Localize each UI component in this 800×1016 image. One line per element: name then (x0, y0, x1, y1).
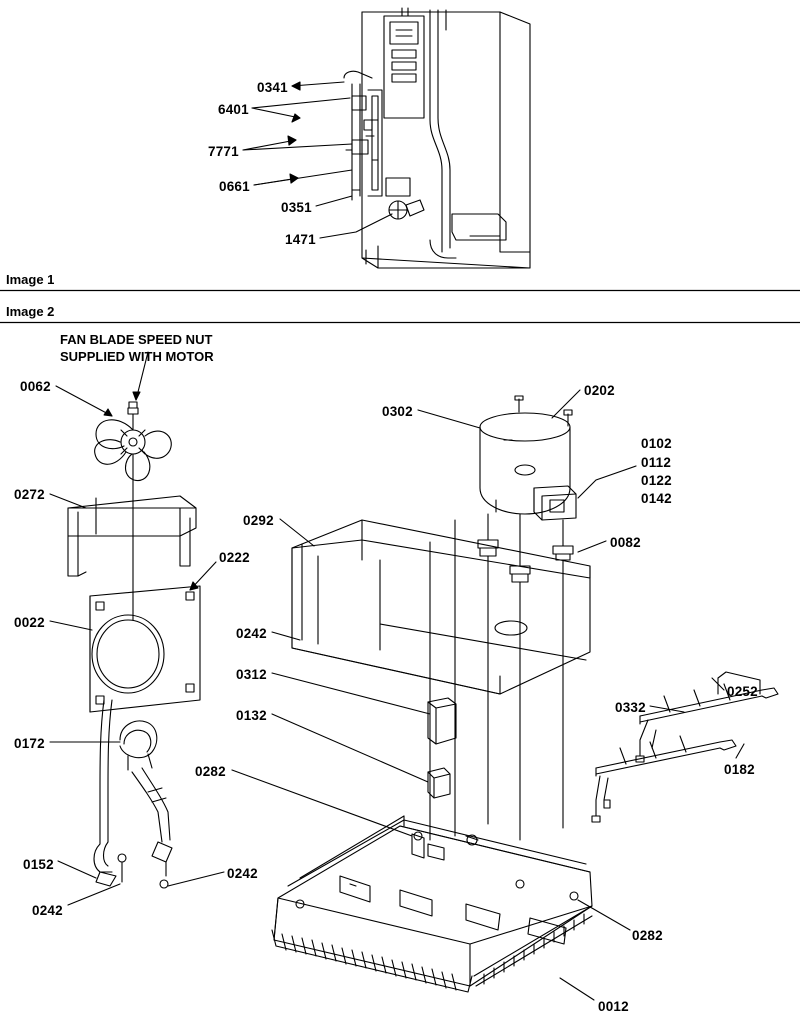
callout-0302: 0302 (382, 404, 413, 419)
callout-7771: 7771 (208, 144, 239, 159)
callout-0062: 0062 (20, 379, 51, 394)
callout-0082: 0082 (610, 535, 641, 550)
machine-compartment-cover (292, 520, 590, 694)
callout-0242-mid: 0242 (227, 866, 258, 881)
callout-0152: 0152 (23, 857, 54, 872)
callout-0022: 0022 (14, 615, 45, 630)
callout-0282-left: 0282 (195, 764, 226, 779)
callout-0282-right: 0282 (632, 928, 663, 943)
callout-0142: 0142 (641, 491, 672, 506)
callout-0202: 0202 (584, 383, 615, 398)
callout-0272: 0272 (14, 487, 45, 502)
control-boxes (428, 698, 456, 798)
fan-blade-note (60, 331, 214, 365)
callout-1471: 1471 (285, 232, 316, 247)
callout-0661: 0661 (219, 179, 250, 194)
callout-0351: 0351 (281, 200, 312, 215)
callout-0132: 0132 (236, 708, 267, 723)
fan-blade (95, 402, 172, 620)
callout-0242-left: 0242 (32, 903, 63, 918)
fan-blade-note-line-1: FAN BLADE SPEED NUT (60, 332, 213, 347)
callout-6401: 6401 (218, 102, 249, 117)
callout-0012: 0012 (598, 999, 629, 1014)
callout-0182: 0182 (724, 762, 755, 777)
callout-0112: 0112 (641, 455, 672, 470)
section-label-image-1: Image 1 (6, 272, 55, 287)
section-label-image-2: Image 2 (6, 304, 55, 319)
callout-0172: 0172 (14, 736, 45, 751)
callout-0242-upper: 0242 (236, 626, 267, 641)
callout-0312: 0312 (236, 667, 267, 682)
callout-0102: 0102 (641, 436, 672, 451)
base-pan (272, 816, 592, 992)
callout-0341: 0341 (257, 80, 288, 95)
image1-artwork (243, 8, 530, 268)
callout-0332: 0332 (615, 700, 646, 715)
compressor (430, 396, 576, 840)
callout-0222: 0222 (219, 550, 250, 565)
fan-shroud (90, 586, 200, 712)
callout-0252: 0252 (727, 684, 758, 699)
drain-tube (94, 700, 172, 888)
callout-0292: 0292 (243, 513, 274, 528)
shelf-bracket (68, 496, 196, 576)
fan-blade-note-line-2: SUPPLIED WITH MOTOR (60, 349, 214, 364)
callout-0122: 0122 (641, 473, 672, 488)
